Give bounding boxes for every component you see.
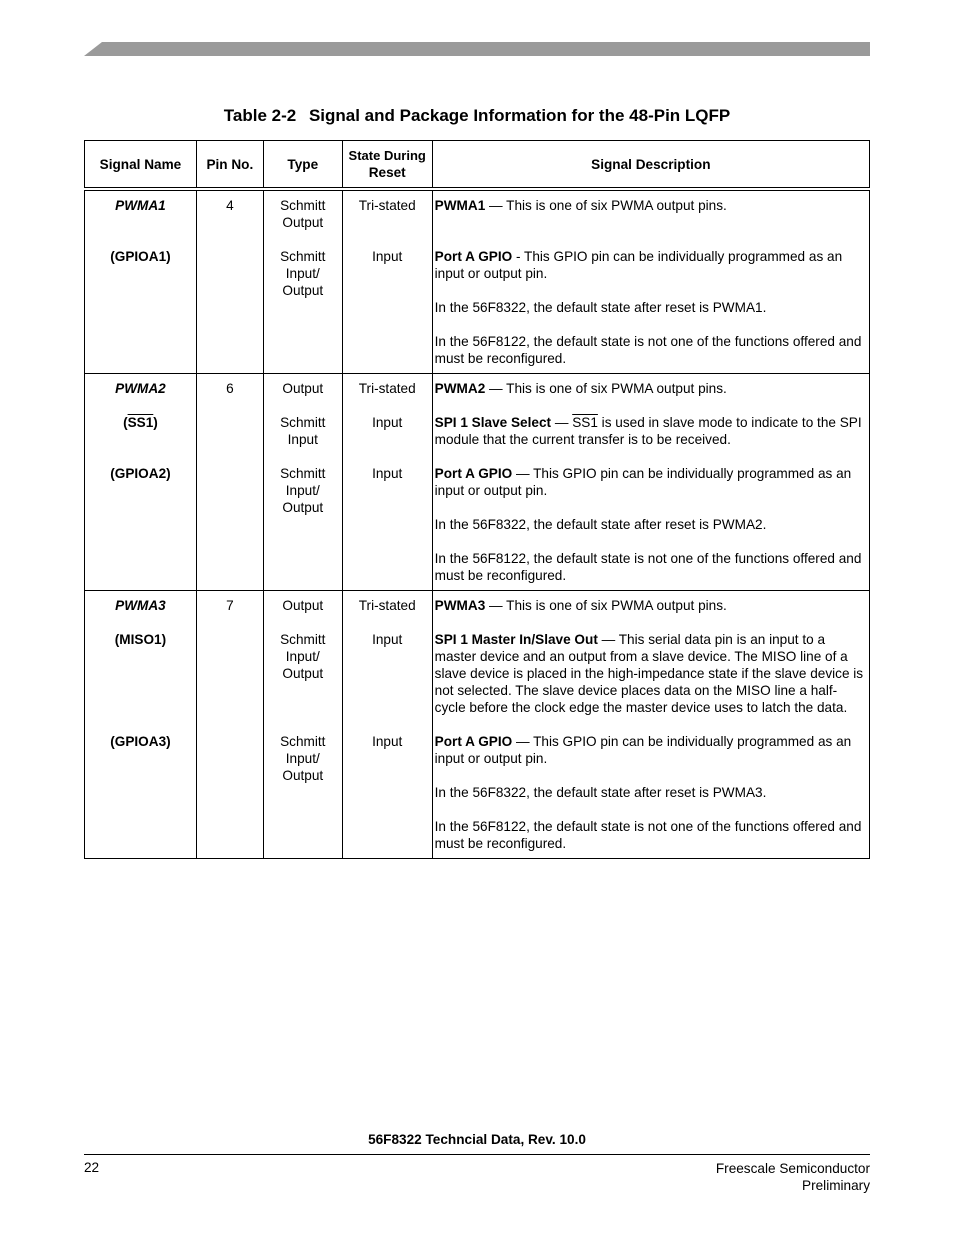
type-value: Schmitt Input/ Output: [280, 466, 326, 515]
description-paragraph: PWMA2 — This is one of six PWMA output pins.: [434, 381, 727, 396]
description-paragraph: In the 56F8122, the default state is not one of the functions offered and must be reconfigured.: [434, 819, 862, 851]
reset-state-value: Input: [372, 415, 403, 430]
table-row: [85, 189, 870, 374]
description-cell: [432, 374, 869, 591]
header-state-line-2: Reset: [368, 165, 406, 180]
signal-name: PWMA2: [115, 381, 166, 396]
pin-number: 7: [196, 591, 263, 859]
reset-state-value: Input: [372, 734, 403, 749]
table-header-row: [85, 141, 870, 190]
type-value: Output: [282, 598, 324, 613]
reset-state-value: Tri-stated: [358, 598, 416, 613]
header-pin-no: Pin No.: [196, 141, 263, 190]
reset-state-cell: [342, 374, 432, 591]
description-paragraph: In the 56F8122, the default state is not one of the functions offered and must be reconfigured.: [434, 334, 862, 366]
header-state-line-1: State During: [348, 148, 426, 163]
header-signal-description: Signal Description: [432, 141, 869, 190]
signal-name-cell: [85, 591, 197, 859]
reset-state-value: Tri-stated: [358, 198, 416, 213]
reset-state-value: Input: [372, 249, 403, 264]
type-cell: [263, 591, 342, 859]
reset-state-value: Input: [372, 466, 403, 481]
pin-number: 4: [196, 189, 263, 374]
type-value: Schmitt Input/ Output: [280, 249, 326, 298]
header-decorative-bar: [84, 42, 870, 56]
header-type: Type: [263, 141, 342, 190]
reset-state-value: Tri-stated: [358, 381, 416, 396]
description-paragraph: Port A GPIO — This GPIO pin can be individually programmed as an input or output pin.: [434, 734, 852, 766]
description-paragraph: In the 56F8322, the default state after reset is PWMA1.: [434, 300, 767, 315]
reset-state-cell: [342, 189, 432, 374]
type-value: Schmitt Input/ Output: [280, 632, 326, 681]
type-value: Schmitt Output: [280, 198, 326, 230]
signal-name: (GPIOA1): [110, 249, 171, 264]
footer-company-block: [716, 1160, 870, 1194]
description-paragraph: In the 56F8322, the default state after reset is PWMA3.: [434, 785, 767, 800]
description-paragraph: SPI 1 Slave Select — SS1 is used in slave mode to indicate to the SPI module that the current transfer is to be received.: [434, 415, 862, 447]
description-cell: [432, 591, 869, 859]
table-title: [84, 106, 870, 126]
signal-table: [84, 140, 870, 859]
table-title-text: Signal and Package Information for the 48-Pin LQFP: [308, 106, 731, 125]
table-row: [85, 374, 870, 591]
type-cell: [263, 374, 342, 591]
description-paragraph: Port A GPIO — This GPIO pin can be individually programmed as an input or output pin.: [434, 466, 852, 498]
description-paragraph: PWMA1 — This is one of six PWMA output pins.: [434, 198, 727, 213]
signal-name-cell: [85, 189, 197, 374]
signal-name: (GPIOA3): [110, 734, 171, 749]
pin-number: 6: [196, 374, 263, 591]
signal-name: (GPIOA2): [110, 466, 171, 481]
header-signal-name: Signal Name: [85, 141, 197, 190]
signal-name: PWMA1: [115, 198, 166, 213]
company-name: Freescale Semiconductor: [715, 1161, 870, 1176]
footer-divider: [84, 1154, 870, 1155]
type-cell: [263, 189, 342, 374]
description-paragraph: Port A GPIO - This GPIO pin can be individually programmed as an input or output pin.: [434, 249, 843, 281]
description-paragraph: PWMA3 — This is one of six PWMA output pins.: [434, 598, 727, 613]
page-number: 22: [84, 1160, 100, 1175]
table-row: [85, 591, 870, 859]
type-value: Schmitt Input: [280, 415, 326, 447]
reset-state-cell: [342, 591, 432, 859]
signal-name: PWMA3: [115, 598, 166, 613]
description-cell: [432, 189, 869, 374]
description-paragraph: In the 56F8122, the default state is not one of the functions offered and must be reconfigured.: [434, 551, 862, 583]
description-paragraph: SPI 1 Master In/Slave Out — This serial data pin is an input to a master device and an output from a slave device. The MISO line of a slave device is placed in the high-impedance state if the slave device is not selected. The slave device places data on the MISO line a half-cycle before the clock edge the master device uses to latch the data.: [434, 632, 864, 715]
footer-document-title: 56F8322 Techncial Data, Rev. 10.0: [368, 1132, 586, 1147]
document-status: Preliminary: [802, 1178, 870, 1193]
description-paragraph: In the 56F8322, the default state after reset is PWMA2.: [434, 517, 767, 532]
type-value: Output: [282, 381, 324, 396]
signal-name: (MISO1): [114, 632, 167, 647]
reset-state-value: Input: [372, 632, 403, 647]
signal-name: (SS1): [123, 415, 158, 430]
type-value: Schmitt Input/ Output: [280, 734, 326, 783]
signal-name-cell: [85, 374, 197, 591]
table-number: Table 2-2: [223, 106, 297, 125]
header-state-during-reset: [342, 141, 432, 190]
